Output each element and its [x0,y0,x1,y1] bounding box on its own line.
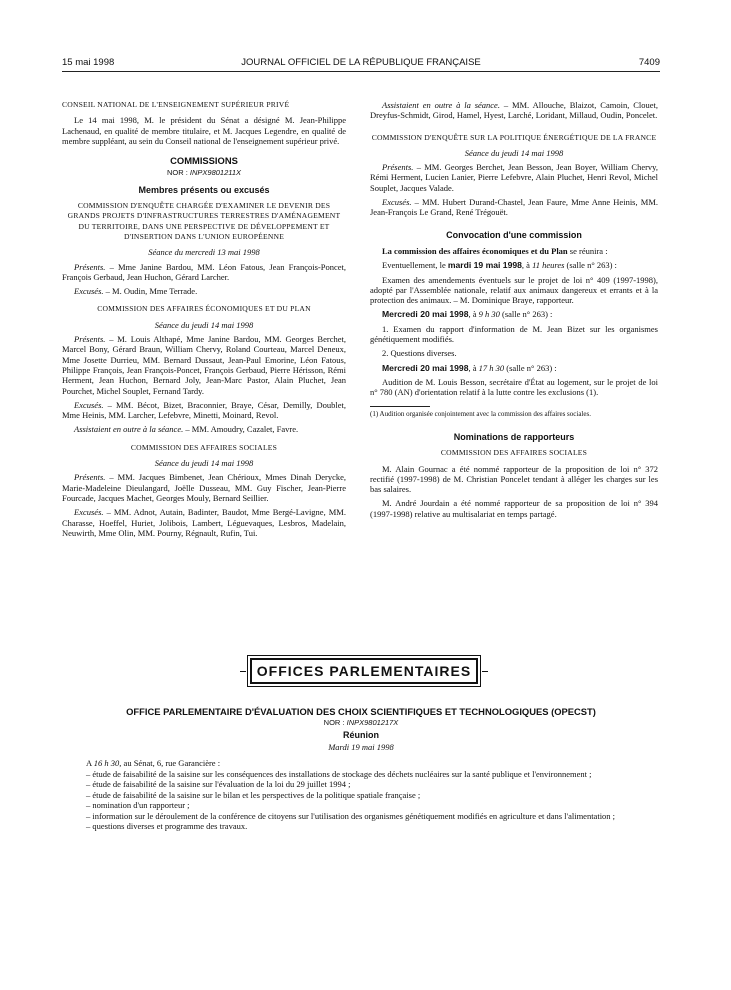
soc-excuses [62,507,346,538]
convocation-m1-item2: 2. Questions diverses. [382,348,457,359]
excuses-list: – MM. Adnot, Autain, Badinter, Baudot, Mme Bergé-Lavigne, MM. Charasse, Hoeffel, Huriet, Jolibois, Lambert, Léguevaques, Lesbros, Madelain, Neuwirth, Mme Olin, MM. Pourny, Régnault, Rufin, Tui. [62,507,346,538]
nor-value: INPX9801217X [346,717,399,727]
nomination-2: M. André Jourdain a été nommé rapporteur de sa proposition de loi n° 394 (1997-1998) relative au multisalariat en temps partagé. [370,498,658,519]
banner-tick-right [482,671,488,672]
header-rule [62,71,660,72]
agenda-item: – étude de faisabilité de la saisine sur l'évaluation de la loi du 29 juillet 1994 ; [86,779,351,789]
m1-time: 9 h 30 [478,309,500,320]
ev-room: (salle n° 263) : [564,260,617,271]
intro-prefix: A [86,758,94,768]
assistaient-list: – MM. Allouche, Blaizot, Camoin, Clouet, Dreyfus-Schmidt, Girod, Hamel, Hyest, Larché, Loridant, Millaud, Oudin, Poncelet. [370,100,658,121]
excuses-list: – MM. Hubert Durand-Chastel, Jean Faure, Mme Anne Heinis, MM. Jean-François Le Grand, René Trégouët. [370,197,658,218]
convocation-m2-text: Audition de M. Louis Besson, secrétaire d'État au logement, sur le projet de loi n° 780 (AN) d'orientation relatif à la lutte contre les exclusions (1). [370,376,658,398]
convocation-m1 [370,309,658,319]
running-header [62,57,660,71]
presents-label: Présents. [382,162,414,173]
excuses-label: Excusés. [74,399,104,410]
presents-list: – MM. Jacques Bimbenet, Jean Chérioux, Mmes Dinah Derycke, Marie-Madeleine Dieulangard, Joëlle Dusseau, MM. Guy Fischer, Jean-Pierre Fourcade, Jacques Machet, Georges Mouly, Bernard Seillier. [62,472,346,503]
nominations-heading: Nominations de rapporteurs [453,431,575,442]
presents-list: – MM. Georges Berchet, Jean Besson, Jean Boyer, William Chervy, Rémi Herment, Lucien Lanier, Pierre Lefebvre, Alain Pluchet, Henri Revol, Michel Souplet, Jacques Valade. [370,162,658,193]
assistaient-list: – MM. Amoudry, Cazalet, Favre. [183,424,299,435]
agenda-item: – information sur le déroulement de la conférence de citoyens sur l'utilisation des organismes génétiquement modifiés en agriculture et dans l'alimentation ; [86,810,616,821]
offices-banner [250,658,478,684]
nor-label: NOR : [166,168,188,178]
excuses-label: Excusés. [74,286,104,297]
enquete-excuses [62,286,346,296]
nominations-commission: COMMISSION DES AFFAIRES SOCIALES [440,448,588,458]
footnote: (1) Audition organisée conjointement avec la commission des affaires sociales. [370,409,591,418]
convocation-m1-item1: 1. Examen du rapport d'information de M. Jean Bizet sur les organismes génétiquement modifiés. [370,323,658,345]
ev-prefix: Eventuellement, le [382,260,448,271]
cnesp-text: Le 14 mai 1998, M. le président du Sénat a désigné M. Jean-Philippe Lachenaud, en qualité de membre titulaire, et M. Jacques Legendre, en qualité de membre suppléant, au sein du Conseil national de l'enseignement supérieur privé. [62,115,346,146]
enquete-seance: Séance du mercredi 13 mai 1998 [148,247,260,258]
m1-room: (salle n° 263) : [499,309,553,320]
footnote-rule [370,406,430,407]
assistaient-label: Assistaient en outre à la séance. [74,424,184,435]
convocation-ev-text: Examen des amendements éventuels sur le projet de loi n° 409 (1997-1998), adopté par l'Assemblée nationale, relatif aux animaux dangereux et errants et à la protection des animaux. – M. Dominique Braye, rapporteur. [370,274,658,306]
reunion-date: Mardi 19 mai 1998 [328,741,394,752]
intro-time: 16 h 30 [93,758,120,768]
nor-value: INPX9801211X [189,168,242,178]
excuses-label: Excusés. [74,507,104,518]
left-column [62,100,346,542]
convocation-heading: Convocation d'une commission [446,229,582,240]
issue-date: 15 mai 1998 [62,57,115,68]
energie-seance: Séance du jeudi 14 mai 1998 [464,147,564,158]
excuses-label: Excusés. [382,197,412,208]
eco-excuses [62,400,346,421]
opecst-nor [62,718,660,729]
convocation-intro [370,246,658,256]
offices-section [62,707,660,832]
opecst-title: OFFICE PARLEMENTAIRE D'ÉVALUATION DES CHOIX SCIENTIFIQUES ET TECHNOLOGIQUES (OPECST) [126,706,596,717]
eco-commission-title: COMMISSION DES AFFAIRES ÉCONOMIQUES ET DU PLAN [97,304,311,314]
presents-label: Présents. [74,261,106,272]
ev-date: mardi 19 mai 1998 [447,260,522,271]
agenda-item: – étude de faisabilité de la saisine sur les conséquences des installations de stockage des déchets nucléaires sur la santé publique et l'environnement ; [86,768,592,779]
agenda-list [62,769,660,832]
ev-time: 11 heures [532,260,565,271]
reunion-heading: Réunion [343,730,379,740]
agenda-item: – questions diverses et programme des travaux. [86,821,248,831]
convocation-m2 [370,363,658,373]
eco-presents [62,334,346,396]
enquete-commission-title: COMMISSION D'ENQUÊTE CHARGÉE D'EXAMINER LE DEVENIR DES GRANDS PROJETS D'INFRASTRUCTURES TERRESTRES D'AMÉNAGEMENT DU TERRITOIRE, DANS UNE PERSPECTIVE DE DÉVELOPPEMENT ET D'INSERTION DANS L'UNION EUROPÉENNE [67,201,341,241]
banner-tick-left [240,671,246,672]
eco-seance: Séance du jeudi 14 mai 1998 [154,319,254,330]
agenda-item: – nomination d'un rapporteur ; [86,800,190,810]
m2-time: 17 h 30 [478,362,505,373]
presents-label: Présents. [74,472,106,483]
right-column [370,100,658,523]
nomination-1: M. Alain Gournac a été nommé rapporteur de la proposition de loi n° 372 rectifié (1997-1998) de M. Christian Poncelet tendant à alléger les charges sur les bas salaires. [370,463,658,495]
cnesp-title: CONSEIL NATIONAL DE L'ENSEIGNEMENT SUPÉRIEUR PRIVÉ [62,100,290,109]
nor-label: NOR : [323,717,345,727]
assistaient-label: Assistaient en outre à la séance. [382,100,500,110]
commissions-nor [62,168,346,178]
offices-banner-title: OFFICES PARLEMENTAIRES [256,663,472,679]
excuses-list: – M. Oudin, Mme Terrade. [103,286,198,297]
m1-mid: , à [468,309,479,320]
m1-date: Mercredi 20 mai 1998 [382,309,469,320]
agenda-item: – étude de faisabilité de la saisine sur le bilan et les perspectives de la politique spatiale française ; [86,789,421,800]
intro-rest: , au Sénat, 6, rue Garancière : [119,758,221,768]
presents-list: – M. Louis Althapé, Mme Janine Bardou, MM. Georges Berchet, Marcel Bony, Gérard Braun, William Chervy, Roland Courteau, Marcel Deneux, Mme Josette Durrieu, MM. Bernard Dussaut, Jean-Paul Emorine, Léon Fatous, Philippe François, Jean François-Poncet, François Gerbaud, Pierre Hérisson, Rémi Herment, Jean Huchon, Bernard Joly, Jean-Marc Pastor, Alain Pluchet, Jean Pourchet, Michel Souplet, Fernand Tardy. [62,334,346,396]
m2-room: (salle n° 263) : [504,362,557,373]
soc-commission-title: COMMISSION DES AFFAIRES SOCIALES [130,442,278,452]
journal-title: JOURNAL OFFICIEL DE LA RÉPUBLIQUE FRANÇAISE [241,57,481,68]
reunion-intro [86,758,660,769]
convocation-commission: La commission des affaires économiques et du Plan [382,245,568,256]
ev-mid: , à [521,260,533,271]
membres-heading: Membres présents ou excusés [138,184,270,195]
energie-presents [370,162,658,193]
convocation-intro-rest: se réunira : [567,245,608,256]
soc-seance: Séance du jeudi 14 mai 1998 [154,458,254,469]
presents-list: – Mme Janine Bardou, MM. Léon Fatous, Jean François-Poncet, François Gerbaud, Jean Huchon, Gérard Larcher. [62,261,346,282]
convocation-eventuellement [370,260,658,270]
energie-excuses [370,197,658,218]
soc-assistaient [370,100,658,121]
presents-label: Présents. [74,334,106,345]
m2-date: Mercredi 20 mai 1998 [382,362,469,373]
energie-commission-title: COMMISSION D'ENQUÊTE SUR LA POLITIQUE ÉNERGÉTIQUE DE LA FRANCE [371,132,657,142]
eco-assistaient [62,424,346,434]
soc-presents [62,472,346,503]
commissions-heading: COMMISSIONS [170,155,238,167]
enquete-presents [62,262,346,283]
m2-mid: , à [468,362,479,373]
page-number: 7409 [638,57,660,68]
excuses-list: – MM. Bécot, Bizet, Braconnier, Braye, César, Demilly, Doublet, Mme Heinis, MM. Larcher, Lefebvre, Minetti, Moinard, Revol. [62,399,346,421]
